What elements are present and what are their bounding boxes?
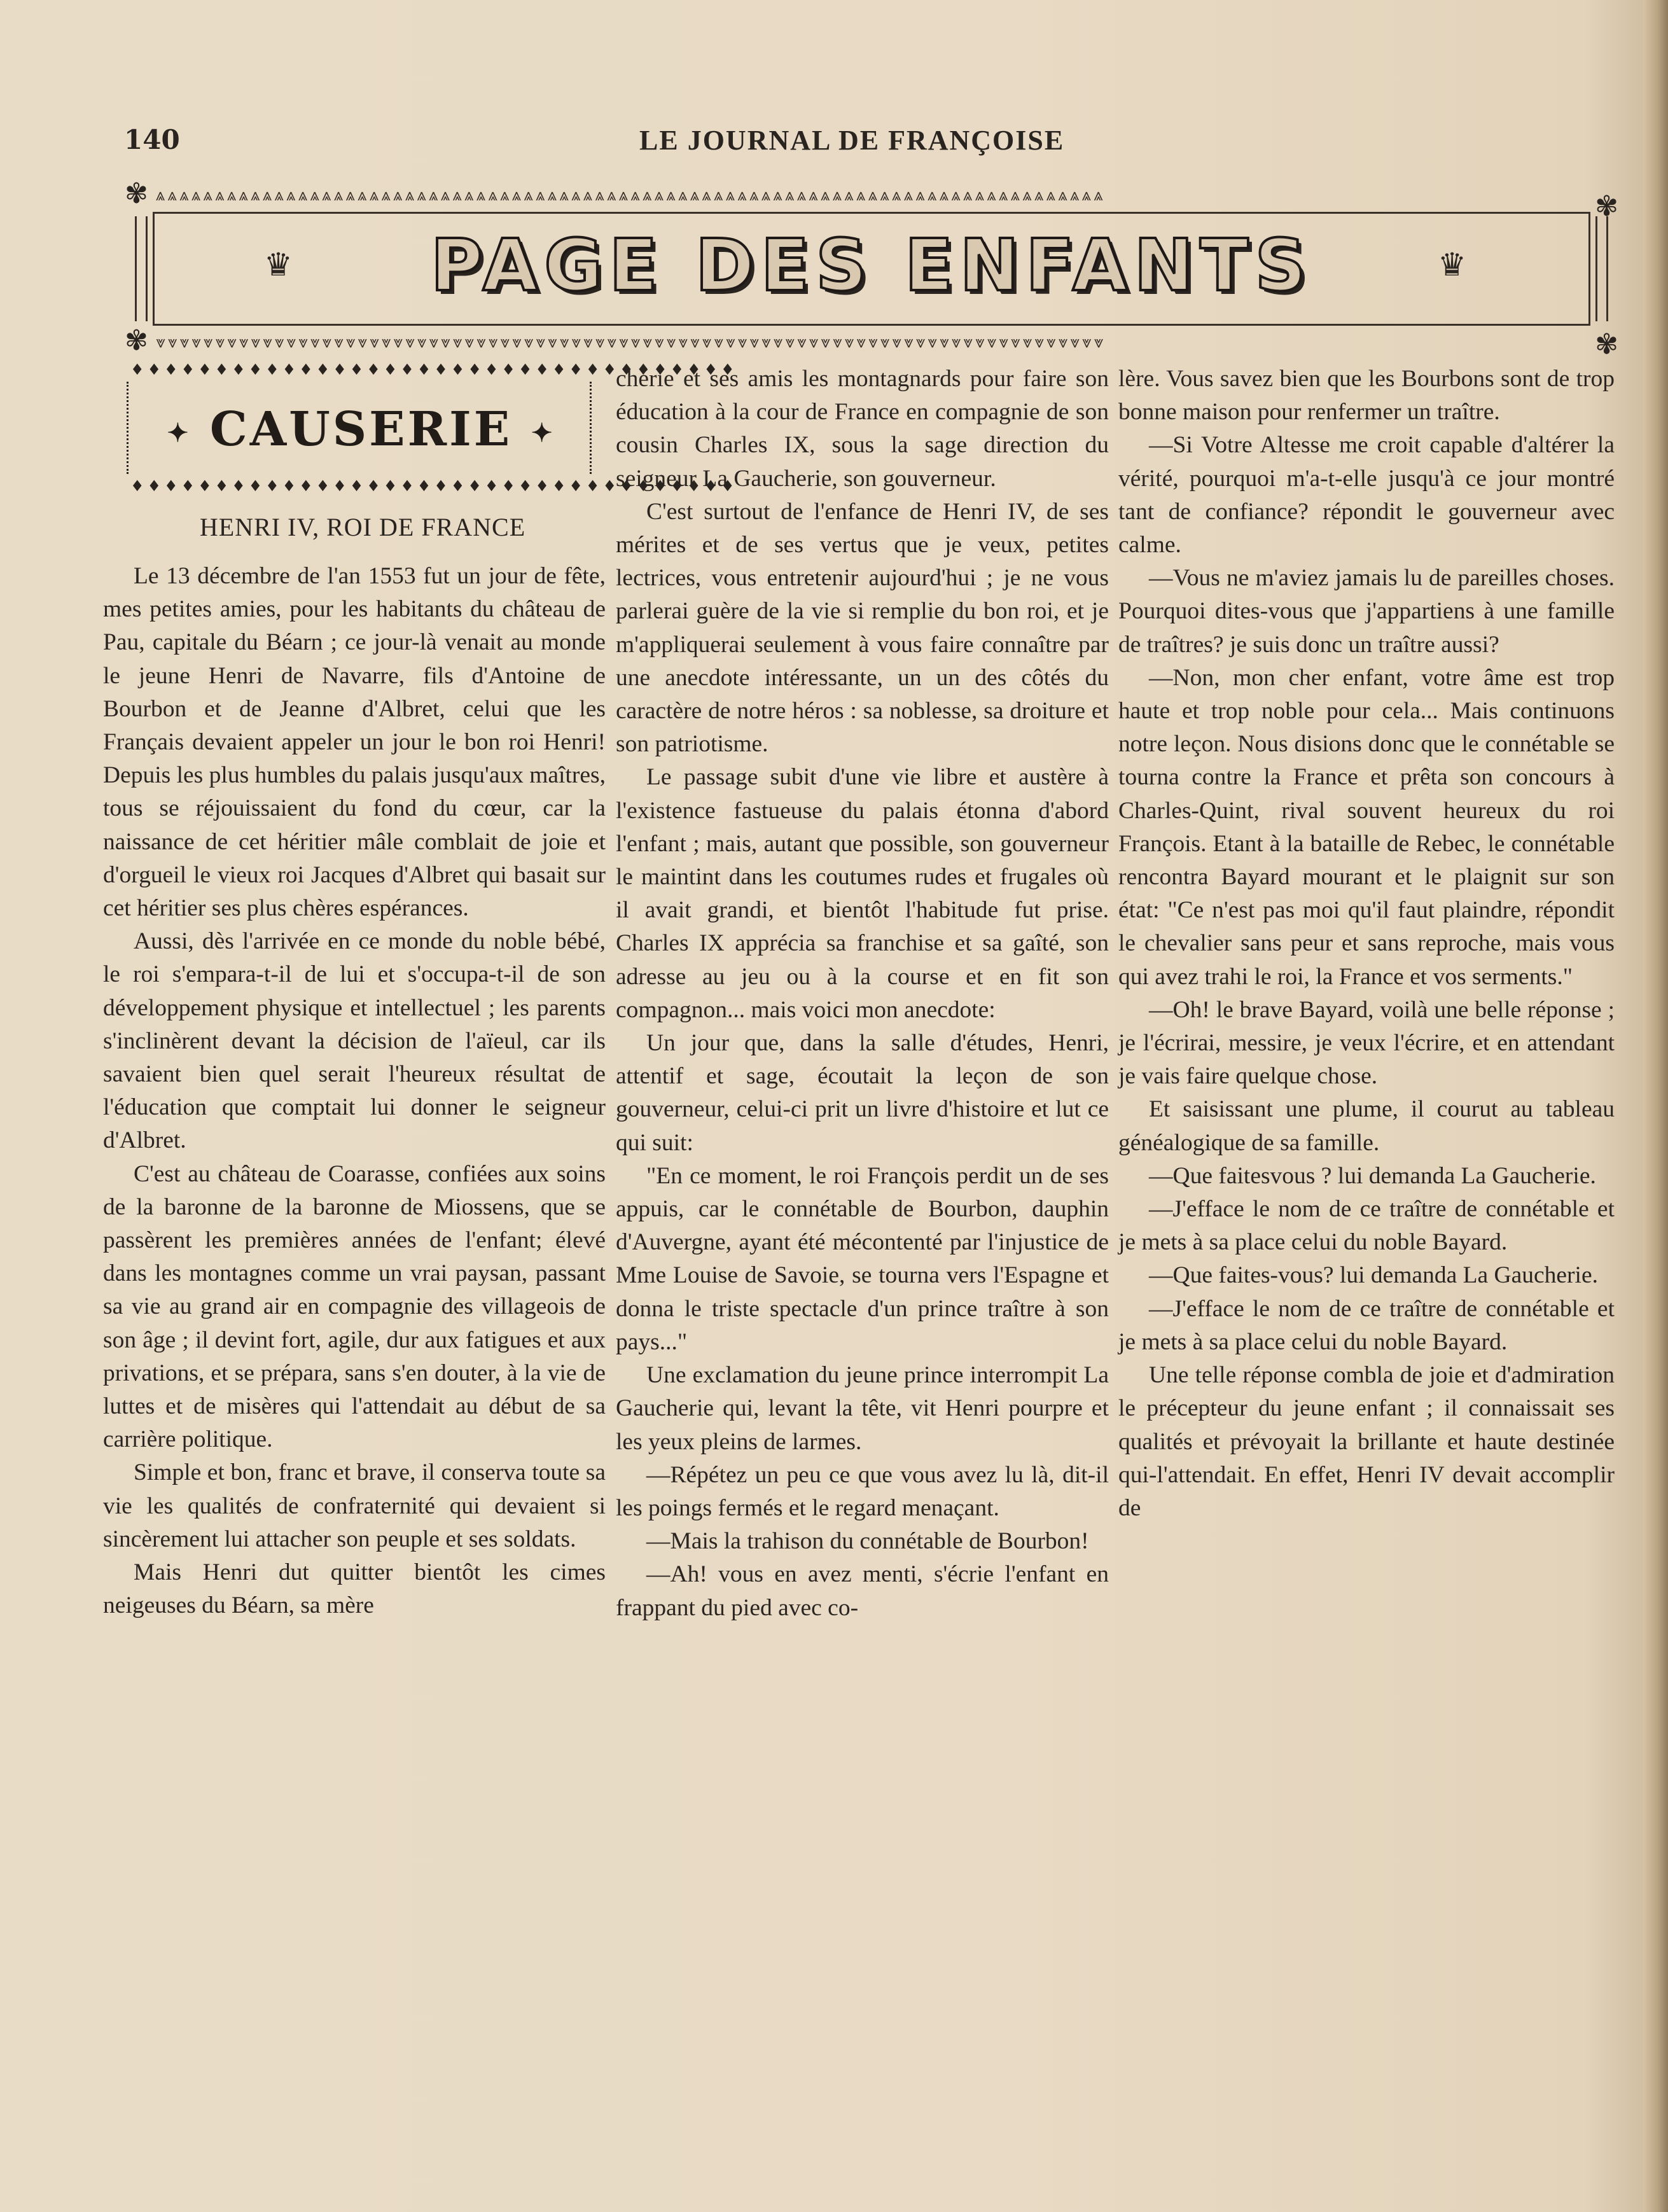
paragraph: —Répétez un peu ce que vous avez lu là, dit-il les poings fermés et le regard menaçant. xyxy=(616,1461,1109,1521)
banner-top-border: ⩓⩓⩓⩓⩓⩓⩓⩓⩓⩓⩓⩓⩓⩓⩓⩓⩓⩓⩓⩓⩓⩓⩓⩓⩓⩓⩓⩓⩓⩓⩓⩓⩓⩓⩓⩓⩓⩓⩓⩓⩓⩓⩓⩓⩓⩓⩓⩓⩓⩓⩓⩓⩓⩓⩓⩓⩓⩓⩓⩓⩓⩓⩓⩓⩓⩓⩓⩓⩓⩓⩓⩓⩓⩓⩓⩓⩓⩓⩓⩓ xyxy=(156,186,1106,205)
crown-ornament-icon: ♛ xyxy=(1438,246,1466,283)
paragraph: "En ce moment, le roi François perdit un de ses appuis, car le connétable de Bourbon, dauphin d'Auvergne, ayant été mécontenté par l'injustice de Mme Louise de Savoie, se tourna vers l'Espagne et donna le triste spectacle d'un prince traître à son pays..." xyxy=(616,1162,1109,1355)
paragraph: —Ah! vous en avez menti, s'écrie l'enfant en frappant du pied avec co- xyxy=(616,1561,1109,1621)
paragraph: —Que faites-vous? lui demanda La Gaucherie. xyxy=(1149,1262,1598,1289)
paragraph: Mais Henri dut quitter bientôt les cimes neigeuses du Béarn, sa mère xyxy=(103,1559,606,1619)
paragraph: Une exclamation du jeune prince interrompit La Gaucherie qui, levant la tête, vit Henri pourpre et les yeux pleins de larmes. xyxy=(616,1362,1109,1455)
corner-flower-icon: ✾ xyxy=(125,324,148,357)
corner-flower-icon: ✾ xyxy=(1595,328,1618,361)
paragraph: —Que faitesvous ? lui demanda La Gaucherie. xyxy=(1149,1162,1596,1189)
paragraph: Aussi, dès l'arrivée en ce monde du noble bébé, le roi s'empara-t-il de lui et s'occupa-t-il de son développement physique et intellectuel ; les parents s'inclinèrent devant la décision de l'aïeul, car ils savaient bien quel serait l'heureux résultat de l'éducation que comptait lui donner le seigneur d'Albret. xyxy=(103,928,606,1154)
paragraph: Le 13 décembre de l'an 1553 fut un jour de fête, mes petites amies, pour les habitants du château de Pau, capitale du Béarn ; ce jour-là venait au monde le jeune Henri de Navarre, fils d'Antoine de Bourbon et de Jeanne d'Albret, celui que les Français devaient appeler un jour le bon roi Henri! Depuis les plus humbles du palais jusqu'aux maîtres, tous se réjouissaient du fond du cœur, car la naissance de cet héritier mâle comblait de joie et d'orgueil le vieux roi Jacques d'Albret qui basait sur cet héritier ses plus chères espérances. xyxy=(103,563,606,922)
book-spine-shadow xyxy=(1643,0,1668,2212)
paragraph: —Oh! le brave Bayard, voilà une belle réponse ; je l'écrirai, messire, je veux l'écrire, et en attendant je vais faire quelque chose. xyxy=(1118,996,1615,1090)
paragraph: Le passage subit d'une vie libre et austère à l'existence fastueuse du palais étonna d'abord l'enfant ; mais, autant que possible, son gouverneur le maintint dans les coutumes rudes et frugales où il avait grandi, et bientôt l'habitude fut prise. Charles IX apprécia sa franchise et sa gaîté, son adresse au jeu ou à la course et en fit son compagnon... mais voici mon anecdote: xyxy=(616,764,1109,1023)
paragraph: Et saisissant une plume, il courut au tableau généalogique de sa famille. xyxy=(1118,1096,1615,1156)
running-head xyxy=(124,124,1555,162)
paragraph: —Mais la trahison du connétable de Bourbon! xyxy=(646,1528,1089,1555)
paragraph: —Non, mon cher enfant, votre âme est trop haute et trop noble pour cela... Mais continuons notre leçon. Nous disions donc que le connétable se tourna contre la France et prêta son concours à Charles-Quint, rival souvent heureux du roi François. Etant à la bataille de Rebec, le connétable rencontra Bayard mourant et le plaignit sur son état: "Ce n'est pas moi qu'il faut plaindre, répondit le chevalier sans peur et sans reproche, mais vous qui avez trahi le roi, la France et vos serments." xyxy=(1118,664,1615,990)
paragraph: —J'efface le nom de ce traître de connétable et je mets à sa place celui du noble Bayard. xyxy=(1118,1196,1615,1256)
paragraph: Un jour que, dans la salle d'études, Henri, attentif et sage, écoutait la leçon de son gouverneur, celui-ci prit un livre d'histoire et lut ce qui suit: xyxy=(616,1030,1109,1156)
text-column-1 xyxy=(103,560,606,1623)
paragraph: C'est au château de Coarasse, confiées aux soins de la baronne de la baronne de Miossens, que se passèrent les premières années de l'enfant; élevé dans les montagnes comme un vrai paysan, passant sa vie au grand air en compagnie des villageois de son âge ; il devint fort, agile, dur aux fatigues et aux privations, et se prépara, sans s'en douter, à la vie de luttes et de misères qui l'attendait au début de sa carrière politique. xyxy=(103,1160,606,1453)
paragraph: C'est surtout de l'enfance de Henri IV, de ses mérites et de ses vertus que je veux, petites lectrices, vous entretenir aujourd'hui ; je ne vous parlerai guère de la vie si remplie du bon roi, et je m'appliquerai seulement à vous faire connaître par une anecdote intéressante, un un des côtés du caractère de notre héros : sa noblesse, sa droiture et son patriotisme. xyxy=(616,498,1109,758)
paragraph: chérie et ses amis les montagnards pour faire son éducation à la cour de France en compagnie de son cousin Charles IX, sous la sage direction du seigneur La Gaucherie, son gouverneur. xyxy=(616,366,1109,492)
heading-box-top-border: ♦♦♦♦♦♦♦♦♦♦♦♦♦♦♦♦♦♦♦♦♦♦♦♦♦♦♦♦♦♦♦♦♦♦♦♦ xyxy=(130,361,738,379)
star-ornament-icon: ✦ xyxy=(531,418,555,448)
crown-ornament-icon: ♛ xyxy=(264,246,293,283)
paragraph: Simple et bon, franc et brave, il conserva toute sa vie les qualités de confraternité qui devaient si sincèrement lui attacher son peuple et ses soldats. xyxy=(103,1459,606,1552)
paragraph: —Si Votre Altesse me croit capable d'altérer la vérité, pourquoi m'a-t-elle jusqu'à ce jour montré tant de confiance? répondit le gouverneur avec calme. xyxy=(1118,432,1615,559)
journal-title: LE JOURNAL DE FRANÇOISE xyxy=(639,125,1065,156)
corner-flower-icon: ✾ xyxy=(125,177,148,210)
star-ornament-icon: ✦ xyxy=(167,418,191,448)
page-number: 140 xyxy=(124,124,180,155)
text-column-3 xyxy=(1118,363,1615,1525)
paragraph: Une telle réponse combla de joie et d'admiration le précepteur du jeune enfant ; il connaissait ses qualités et prévoyait la brillante et haute destinée qui-l'attendait. En effet, Henri IV devait accomplir de xyxy=(1118,1362,1615,1521)
corner-flower-icon: ✾ xyxy=(1595,190,1618,223)
paragraph: lère. Vous savez bien que les Bourbons sont de trop bonne maison pour renfermer un traître. xyxy=(1118,366,1615,426)
banner-bottom-border: ⩔⩔⩔⩔⩔⩔⩔⩔⩔⩔⩔⩔⩔⩔⩔⩔⩔⩔⩔⩔⩔⩔⩔⩔⩔⩔⩔⩔⩔⩔⩔⩔⩔⩔⩔⩔⩔⩔⩔⩔⩔⩔⩔⩔⩔⩔⩔⩔⩔⩔⩔⩔⩔⩔⩔⩔⩔⩔⩔⩔⩔⩔⩔⩔⩔⩔⩔⩔⩔⩔⩔⩔⩔⩔⩔⩔⩔⩔⩔⩔ xyxy=(156,333,1106,352)
title-banner xyxy=(125,177,1618,361)
section-heading xyxy=(124,402,598,457)
text-column-2 xyxy=(616,363,1109,1625)
article-subtitle: HENRI IV, ROI DE FRANCE xyxy=(199,513,526,541)
paragraph: —J'efface le nom de ce traître de connétable et je mets à sa place celui du noble Bayard. xyxy=(1118,1295,1615,1355)
paragraph: —Vous ne m'aviez jamais lu de pareilles choses. Pourquoi dites-vous que j'appartiens à une famille de traîtres? je suis donc un traître aussi? xyxy=(1118,565,1615,658)
section-heading-box xyxy=(124,356,738,499)
section-heading-text: CAUSERIE xyxy=(209,402,513,457)
heading-box-bottom-border: ♦♦♦♦♦♦♦♦♦♦♦♦♦♦♦♦♦♦♦♦♦♦♦♦♦♦♦♦♦♦♦♦♦♦♦♦ xyxy=(130,477,738,495)
page-title: PAGE DES ENFANTS xyxy=(430,225,1313,307)
